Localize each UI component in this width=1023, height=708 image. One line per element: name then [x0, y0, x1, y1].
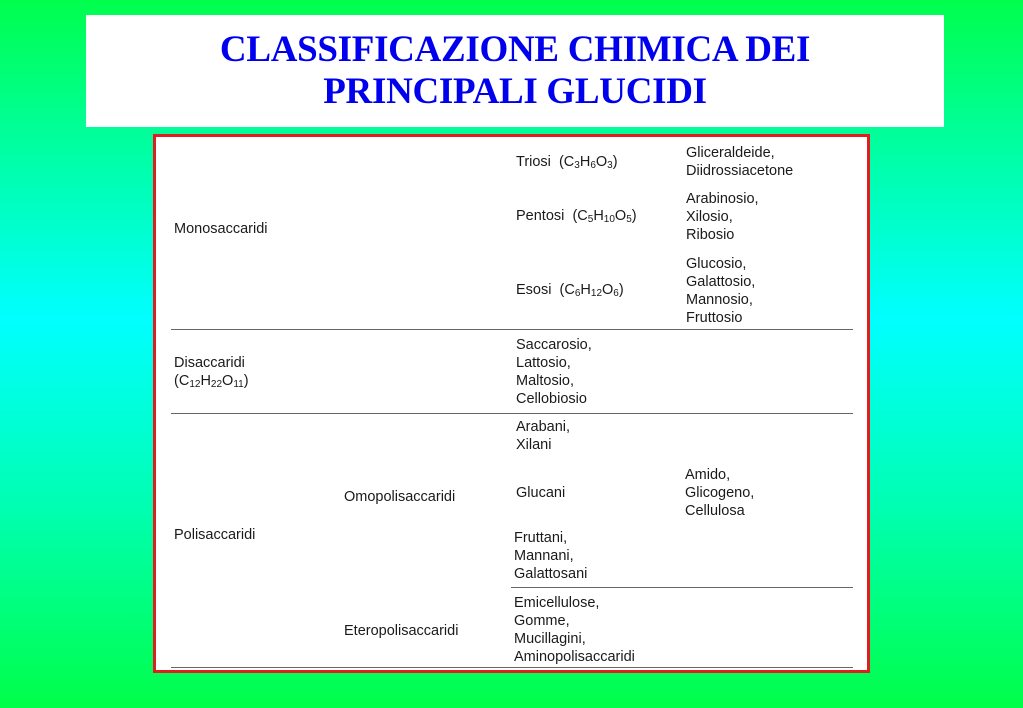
glucani-label: Glucani: [516, 485, 566, 501]
pentosani-examples: Arabani, Xilani: [516, 419, 571, 453]
triosi-formula: $(C_3H_6O_3)$: [558, 154, 618, 171]
slide-title-line-1: CLASSIFICAZIONE CHIMICA DEI: [219, 29, 811, 70]
slide-title-line-2: PRINCIPALI GLUCIDI: [323, 71, 707, 112]
esosi-name: Esosi: [516, 282, 552, 298]
title-box: [86, 15, 944, 127]
eteropolisaccaridi-examples: Emicellulose, Gomme, Mucillagini, Aminopolisaccaridi: [514, 595, 635, 665]
triosi-examples: Gliceraldeide, Diidrossiacetone: [686, 145, 794, 179]
category-polisaccaridi: Polisaccaridi: [174, 527, 256, 543]
esosi-examples: Glucosio, Galattosio, Mannosio, Fruttosio: [686, 256, 756, 326]
pentosi-examples: Arabinosio, Xilosio, Ribosio: [686, 191, 759, 243]
row-divider-2: [171, 413, 853, 414]
pentosi-name: Pentosi: [516, 208, 565, 224]
category-monosaccaridi: Monosaccaridi: [174, 221, 268, 237]
esosi-label: [516, 281, 624, 299]
row-divider-3: [511, 587, 853, 588]
pentosi-label: [516, 207, 637, 225]
triosi-label: [516, 153, 618, 171]
triosi-name: Triosi: [516, 154, 551, 170]
disaccaridi-formula: $(C_{12}H_{22}O_{11})$: [174, 373, 249, 390]
subcategory-omopolisaccaridi: Omopolisaccaridi: [344, 489, 456, 505]
fruttani-examples: Fruttani, Mannani, Galattosani: [514, 530, 588, 582]
row-divider-1: [171, 329, 853, 330]
row-divider-bottom: [171, 667, 853, 668]
glucani-examples: Amido, Glicogeno, Cellulosa: [685, 467, 755, 519]
esosi-formula: $(C_6H_{12}O_6)$: [559, 282, 624, 299]
disaccaridi-examples: Saccarosio, Lattosio, Maltosio, Cellobiosio: [516, 337, 592, 407]
category-disaccaridi: [174, 354, 249, 390]
classification-table: [153, 134, 870, 673]
disaccaridi-name: Disaccaridi: [174, 355, 245, 371]
pentosi-formula: $(C_5H_{10}O_5)$: [572, 208, 637, 225]
subcategory-eteropolisaccaridi: Eteropolisaccaridi: [344, 623, 459, 639]
